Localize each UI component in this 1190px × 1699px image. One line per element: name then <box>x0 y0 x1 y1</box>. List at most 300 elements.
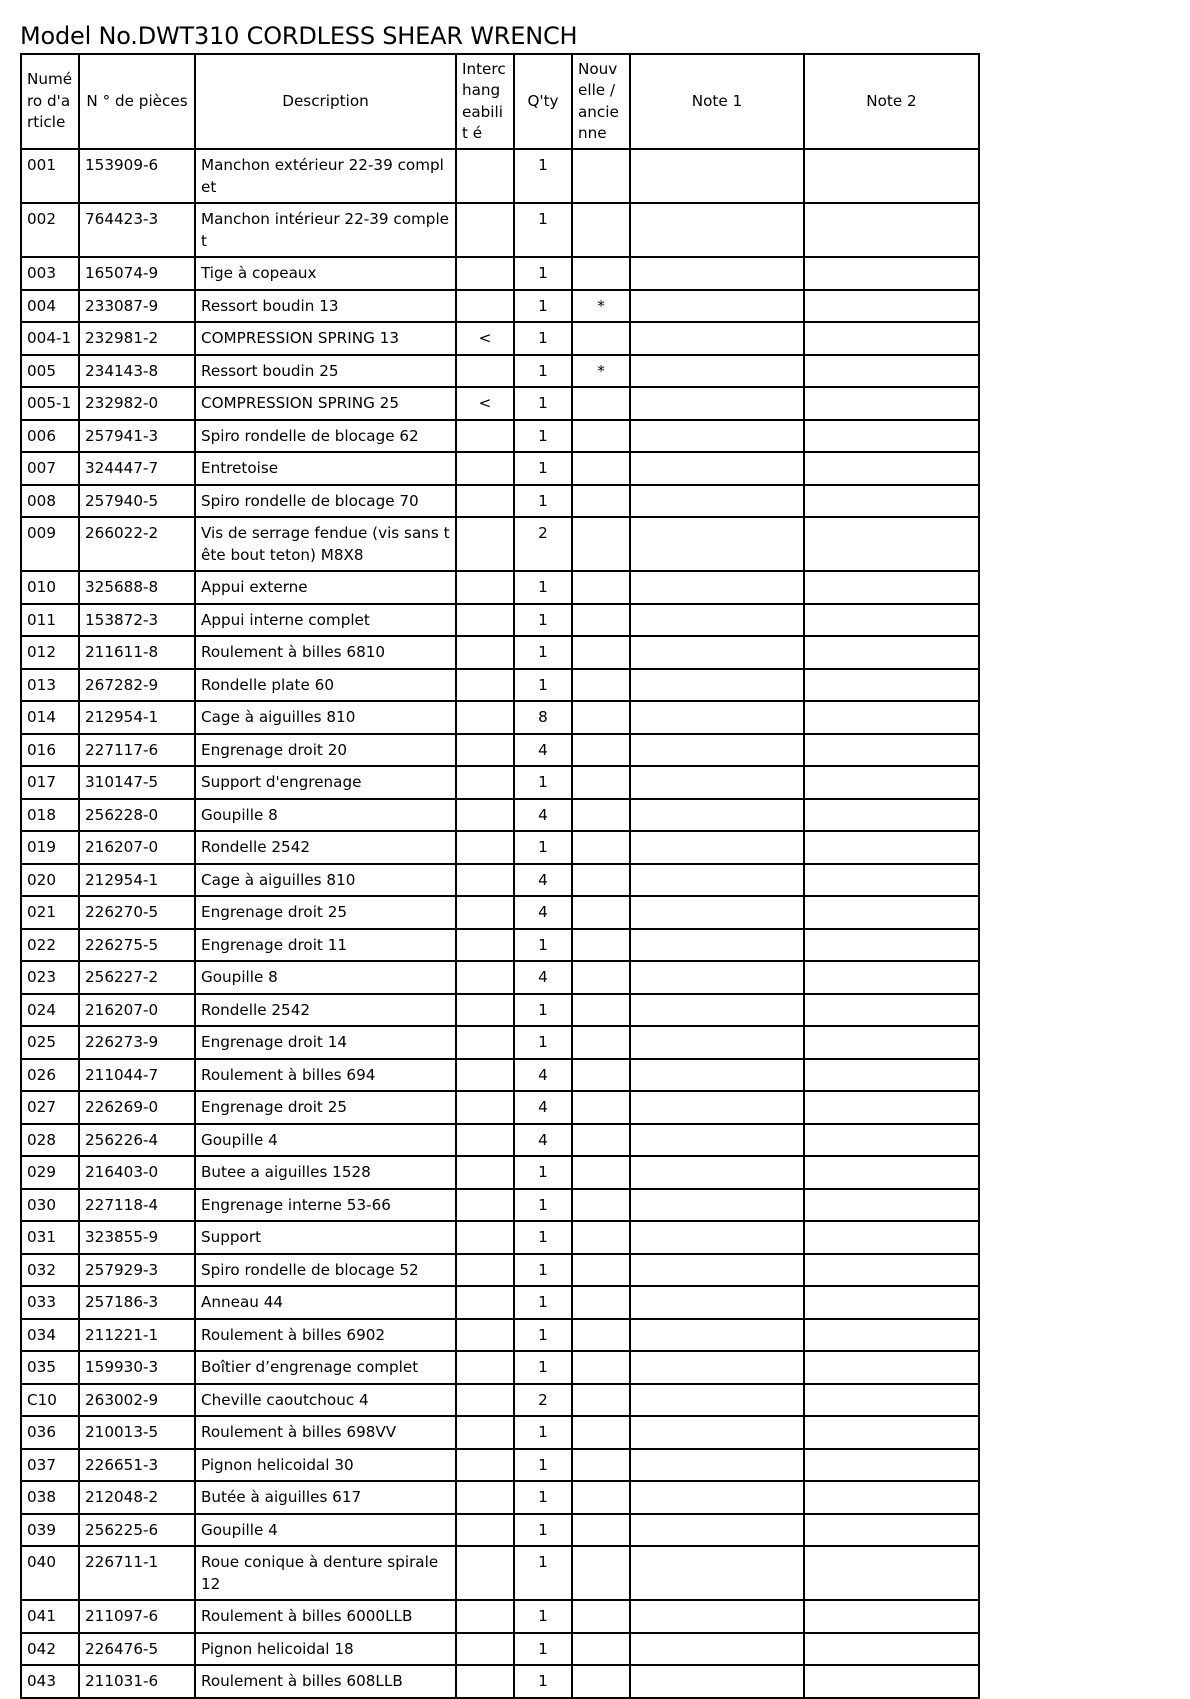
cell-note-2 <box>804 1449 979 1482</box>
table-row <box>21 420 979 453</box>
cell-item-number: 016 <box>21 734 79 767</box>
cell-description: Ressort boudin 13 <box>195 290 456 323</box>
cell-note-2 <box>804 1319 979 1352</box>
cell-quantity: 2 <box>514 1384 572 1417</box>
cell-note-2 <box>804 929 979 962</box>
table-row <box>21 701 979 734</box>
cell-item-number: 022 <box>21 929 79 962</box>
cell-note-1 <box>630 1059 804 1092</box>
cell-quantity: 1 <box>514 1633 572 1666</box>
cell-description: Engrenage droit 11 <box>195 929 456 962</box>
cell-part-number: 226651-3 <box>79 1449 195 1482</box>
table-row <box>21 1124 979 1157</box>
cell-part-number: 257940-5 <box>79 485 195 518</box>
cell-item-number: 005 <box>21 355 79 388</box>
cell-part-number: 159930-3 <box>79 1351 195 1384</box>
cell-description: Goupille 4 <box>195 1514 456 1547</box>
cell-item-number: 010 <box>21 571 79 604</box>
cell-note-2 <box>804 831 979 864</box>
cell-note-1 <box>630 203 804 257</box>
cell-part-number: 257941-3 <box>79 420 195 453</box>
cell-interchangeability <box>456 701 514 734</box>
cell-note-1 <box>630 322 804 355</box>
cell-new-old <box>572 1189 630 1222</box>
cell-item-number: C10 <box>21 1384 79 1417</box>
cell-description: Pignon helicoidal 30 <box>195 1449 456 1482</box>
cell-description: Appui externe <box>195 571 456 604</box>
cell-new-old <box>572 1665 630 1698</box>
cell-interchangeability <box>456 1600 514 1633</box>
cell-note-1 <box>630 290 804 323</box>
cell-note-1 <box>630 1665 804 1698</box>
cell-description: Roulement à billes 608LLB <box>195 1665 456 1698</box>
cell-description: Rondelle 2542 <box>195 831 456 864</box>
cell-new-old <box>572 1124 630 1157</box>
table-row <box>21 1481 979 1514</box>
table-row <box>21 1026 979 1059</box>
cell-note-2 <box>804 1416 979 1449</box>
cell-item-number: 041 <box>21 1600 79 1633</box>
table-row <box>21 290 979 323</box>
cell-interchangeability <box>456 896 514 929</box>
cell-quantity: 4 <box>514 1091 572 1124</box>
table-row <box>21 149 979 203</box>
table-row <box>21 387 979 420</box>
cell-new-old <box>572 1059 630 1092</box>
cell-part-number: 764423-3 <box>79 203 195 257</box>
cell-part-number: 232981-2 <box>79 322 195 355</box>
cell-note-1 <box>630 1600 804 1633</box>
cell-interchangeability <box>456 1481 514 1514</box>
cell-part-number: 211031-6 <box>79 1665 195 1698</box>
cell-part-number: 226711-1 <box>79 1546 195 1600</box>
cell-interchangeability <box>456 1384 514 1417</box>
cell-interchangeability <box>456 831 514 864</box>
cell-quantity: 1 <box>514 452 572 485</box>
cell-quantity: 1 <box>514 1254 572 1287</box>
cell-quantity: 4 <box>514 799 572 832</box>
cell-quantity: 4 <box>514 896 572 929</box>
cell-quantity: 8 <box>514 701 572 734</box>
table-row <box>21 1600 979 1633</box>
cell-new-old <box>572 1221 630 1254</box>
cell-part-number: 216207-0 <box>79 994 195 1027</box>
cell-note-2 <box>804 1124 979 1157</box>
cell-part-number: 226269-0 <box>79 1091 195 1124</box>
cell-item-number: 012 <box>21 636 79 669</box>
cell-quantity: 1 <box>514 1665 572 1698</box>
cell-note-1 <box>630 1546 804 1600</box>
cell-note-1 <box>630 1481 804 1514</box>
cell-interchangeability <box>456 571 514 604</box>
cell-description: Ressort boudin 25 <box>195 355 456 388</box>
cell-description: Roulement à billes 6000LLB <box>195 1600 456 1633</box>
table-row <box>21 1254 979 1287</box>
cell-note-2 <box>804 1091 979 1124</box>
cell-interchangeability <box>456 799 514 832</box>
cell-part-number: 324447-7 <box>79 452 195 485</box>
cell-note-2 <box>804 604 979 637</box>
cell-note-2 <box>804 452 979 485</box>
cell-item-number: 017 <box>21 766 79 799</box>
cell-part-number: 256225-6 <box>79 1514 195 1547</box>
cell-part-number: 226273-9 <box>79 1026 195 1059</box>
cell-new-old <box>572 864 630 897</box>
cell-new-old <box>572 149 630 203</box>
cell-part-number: 266022-2 <box>79 517 195 571</box>
cell-description: Roulement à billes 698VV <box>195 1416 456 1449</box>
cell-part-number: 216403-0 <box>79 1156 195 1189</box>
cell-note-1 <box>630 1091 804 1124</box>
cell-item-number: 003 <box>21 257 79 290</box>
cell-note-1 <box>630 1384 804 1417</box>
cell-new-old <box>572 1600 630 1633</box>
cell-quantity: 1 <box>514 994 572 1027</box>
cell-quantity: 1 <box>514 669 572 702</box>
cell-description: Goupille 8 <box>195 799 456 832</box>
cell-note-1 <box>630 799 804 832</box>
cell-description: Engrenage interne 53-66 <box>195 1189 456 1222</box>
cell-part-number: 212954-1 <box>79 701 195 734</box>
cell-description: Engrenage droit 25 <box>195 1091 456 1124</box>
cell-description: Vis de serrage fendue (vis sans tête bout teton) M8X8 <box>195 517 456 571</box>
cell-note-2 <box>804 734 979 767</box>
cell-new-old <box>572 203 630 257</box>
cell-note-1 <box>630 1254 804 1287</box>
cell-note-1 <box>630 701 804 734</box>
table-row <box>21 1286 979 1319</box>
cell-description: Cage à aiguilles 810 <box>195 864 456 897</box>
cell-new-old <box>572 1481 630 1514</box>
header-note-1: Note 1 <box>630 54 804 149</box>
cell-note-1 <box>630 864 804 897</box>
cell-quantity: 1 <box>514 1481 572 1514</box>
cell-note-2 <box>804 1221 979 1254</box>
cell-note-2 <box>804 257 979 290</box>
header-item-number: Numé ro d'a rticle <box>21 54 79 149</box>
cell-item-number: 008 <box>21 485 79 518</box>
table-row <box>21 961 979 994</box>
cell-new-old <box>572 322 630 355</box>
cell-item-number: 021 <box>21 896 79 929</box>
cell-description: Roulement à billes 6902 <box>195 1319 456 1352</box>
cell-description: Engrenage droit 14 <box>195 1026 456 1059</box>
cell-new-old <box>572 452 630 485</box>
cell-new-old <box>572 604 630 637</box>
cell-note-1 <box>630 1286 804 1319</box>
cell-note-2 <box>804 1600 979 1633</box>
cell-description: Engrenage droit 20 <box>195 734 456 767</box>
cell-description: Butée à aiguilles 617 <box>195 1481 456 1514</box>
cell-item-number: 036 <box>21 1416 79 1449</box>
cell-note-1 <box>630 452 804 485</box>
cell-quantity: 1 <box>514 420 572 453</box>
cell-note-2 <box>804 766 979 799</box>
cell-note-2 <box>804 701 979 734</box>
table-row <box>21 636 979 669</box>
cell-new-old <box>572 961 630 994</box>
cell-interchangeability <box>456 1286 514 1319</box>
cell-note-1 <box>630 387 804 420</box>
cell-interchangeability <box>456 257 514 290</box>
cell-description: Goupille 4 <box>195 1124 456 1157</box>
cell-item-number: 037 <box>21 1449 79 1482</box>
cell-part-number: 256227-2 <box>79 961 195 994</box>
cell-description: Cage à aiguilles 810 <box>195 701 456 734</box>
cell-item-number: 004-1 <box>21 322 79 355</box>
cell-description: Manchon intérieur 22-39 complet <box>195 203 456 257</box>
cell-new-old <box>572 1351 630 1384</box>
cell-quantity: 1 <box>514 387 572 420</box>
cell-part-number: 216207-0 <box>79 831 195 864</box>
cell-part-number: 165074-9 <box>79 257 195 290</box>
header-quantity: Q'ty <box>514 54 572 149</box>
cell-part-number: 227118-4 <box>79 1189 195 1222</box>
cell-interchangeability <box>456 929 514 962</box>
cell-new-old <box>572 1449 630 1482</box>
cell-interchangeability <box>456 1026 514 1059</box>
cell-interchangeability <box>456 766 514 799</box>
cell-description: Pignon helicoidal 18 <box>195 1633 456 1666</box>
cell-quantity: 1 <box>514 1221 572 1254</box>
cell-new-old <box>572 485 630 518</box>
cell-new-old <box>572 571 630 604</box>
cell-part-number: 210013-5 <box>79 1416 195 1449</box>
table-row <box>21 929 979 962</box>
cell-quantity: 1 <box>514 1416 572 1449</box>
cell-note-2 <box>804 203 979 257</box>
cell-note-1 <box>630 1416 804 1449</box>
cell-interchangeability <box>456 149 514 203</box>
cell-item-number: 042 <box>21 1633 79 1666</box>
cell-interchangeability <box>456 994 514 1027</box>
cell-item-number: 033 <box>21 1286 79 1319</box>
cell-note-2 <box>804 1546 979 1600</box>
cell-note-1 <box>630 517 804 571</box>
cell-item-number: 014 <box>21 701 79 734</box>
cell-description: Roulement à billes 694 <box>195 1059 456 1092</box>
table-row <box>21 1514 979 1547</box>
table-row <box>21 864 979 897</box>
cell-quantity: 1 <box>514 322 572 355</box>
page-title: Model No.DWT310 CORDLESS SHEAR WRENCH <box>20 22 578 50</box>
cell-item-number: 002 <box>21 203 79 257</box>
cell-description: Roulement à billes 6810 <box>195 636 456 669</box>
cell-part-number: 257186-3 <box>79 1286 195 1319</box>
cell-interchangeability <box>456 203 514 257</box>
cell-new-old <box>572 636 630 669</box>
cell-quantity: 1 <box>514 636 572 669</box>
cell-quantity: 1 <box>514 929 572 962</box>
cell-quantity: 1 <box>514 1026 572 1059</box>
cell-note-2 <box>804 896 979 929</box>
cell-description: Spiro rondelle de blocage 70 <box>195 485 456 518</box>
cell-new-old <box>572 1514 630 1547</box>
cell-description: Goupille 8 <box>195 961 456 994</box>
cell-item-number: 032 <box>21 1254 79 1287</box>
table-row <box>21 1416 979 1449</box>
header-description: Description <box>195 54 456 149</box>
cell-item-number: 019 <box>21 831 79 864</box>
cell-part-number: 323855-9 <box>79 1221 195 1254</box>
cell-description: Engrenage droit 25 <box>195 896 456 929</box>
cell-note-2 <box>804 322 979 355</box>
cell-item-number: 031 <box>21 1221 79 1254</box>
cell-note-2 <box>804 387 979 420</box>
cell-interchangeability <box>456 669 514 702</box>
cell-new-old <box>572 994 630 1027</box>
cell-item-number: 026 <box>21 1059 79 1092</box>
cell-note-1 <box>630 929 804 962</box>
cell-note-2 <box>804 636 979 669</box>
cell-note-1 <box>630 1319 804 1352</box>
cell-note-2 <box>804 1384 979 1417</box>
cell-note-1 <box>630 669 804 702</box>
header-interchangeability: Interc hang eabilit é <box>456 54 514 149</box>
table-row <box>21 1633 979 1666</box>
cell-interchangeability <box>456 1221 514 1254</box>
cell-note-2 <box>804 1254 979 1287</box>
cell-new-old <box>572 669 630 702</box>
table-row <box>21 1351 979 1384</box>
cell-interchangeability <box>456 1156 514 1189</box>
cell-new-old <box>572 799 630 832</box>
cell-part-number: 256228-0 <box>79 799 195 832</box>
cell-new-old <box>572 1319 630 1352</box>
table-row <box>21 1059 979 1092</box>
table-row <box>21 1221 979 1254</box>
cell-new-old <box>572 766 630 799</box>
cell-description: Spiro rondelle de blocage 52 <box>195 1254 456 1287</box>
parts-table <box>20 53 980 1699</box>
cell-quantity: 1 <box>514 1189 572 1222</box>
cell-item-number: 009 <box>21 517 79 571</box>
cell-note-1 <box>630 766 804 799</box>
cell-part-number: 232982-0 <box>79 387 195 420</box>
cell-part-number: 211097-6 <box>79 1600 195 1633</box>
cell-interchangeability <box>456 517 514 571</box>
cell-note-1 <box>630 485 804 518</box>
cell-description: COMPRESSION SPRING 25 <box>195 387 456 420</box>
cell-interchangeability <box>456 1633 514 1666</box>
cell-part-number: 153872-3 <box>79 604 195 637</box>
table-row <box>21 1546 979 1600</box>
cell-description: Boîtier d’engrenage complet <box>195 1351 456 1384</box>
cell-interchangeability <box>456 1665 514 1698</box>
cell-part-number: 233087-9 <box>79 290 195 323</box>
cell-description: Rondelle 2542 <box>195 994 456 1027</box>
cell-note-1 <box>630 1633 804 1666</box>
cell-item-number: 023 <box>21 961 79 994</box>
cell-interchangeability <box>456 485 514 518</box>
cell-new-old <box>572 1026 630 1059</box>
cell-quantity: 1 <box>514 766 572 799</box>
cell-quantity: 1 <box>514 1351 572 1384</box>
cell-note-2 <box>804 1481 979 1514</box>
cell-part-number: 212954-1 <box>79 864 195 897</box>
cell-quantity: 4 <box>514 1059 572 1092</box>
cell-interchangeability <box>456 734 514 767</box>
cell-new-old <box>572 1416 630 1449</box>
table-row <box>21 669 979 702</box>
cell-quantity: 1 <box>514 355 572 388</box>
cell-item-number: 029 <box>21 1156 79 1189</box>
cell-description: Manchon extérieur 22-39 complet <box>195 149 456 203</box>
cell-note-2 <box>804 1286 979 1319</box>
cell-quantity: 1 <box>514 1319 572 1352</box>
cell-part-number: 234143-8 <box>79 355 195 388</box>
cell-item-number: 043 <box>21 1665 79 1698</box>
cell-note-2 <box>804 864 979 897</box>
cell-item-number: 018 <box>21 799 79 832</box>
cell-description: Roue conique à denture spirale 12 <box>195 1546 456 1600</box>
cell-quantity: 4 <box>514 1124 572 1157</box>
table-row <box>21 257 979 290</box>
table-row <box>21 1189 979 1222</box>
header-note-2: Note 2 <box>804 54 979 149</box>
cell-part-number: 263002-9 <box>79 1384 195 1417</box>
cell-description: Support d'engrenage <box>195 766 456 799</box>
cell-quantity: 1 <box>514 203 572 257</box>
cell-note-1 <box>630 734 804 767</box>
cell-note-2 <box>804 1059 979 1092</box>
table-row <box>21 1156 979 1189</box>
cell-note-2 <box>804 1514 979 1547</box>
cell-quantity: 1 <box>514 604 572 637</box>
cell-note-2 <box>804 1665 979 1698</box>
cell-item-number: 038 <box>21 1481 79 1514</box>
cell-interchangeability <box>456 290 514 323</box>
cell-note-1 <box>630 1156 804 1189</box>
cell-new-old <box>572 1254 630 1287</box>
cell-description: Support <box>195 1221 456 1254</box>
cell-quantity: 1 <box>514 1449 572 1482</box>
table-row <box>21 1449 979 1482</box>
cell-interchangeability <box>456 355 514 388</box>
table-row <box>21 1665 979 1698</box>
cell-item-number: 013 <box>21 669 79 702</box>
cell-part-number: 212048-2 <box>79 1481 195 1514</box>
table-row <box>21 571 979 604</box>
table-row <box>21 831 979 864</box>
cell-item-number: 035 <box>21 1351 79 1384</box>
cell-quantity: 1 <box>514 290 572 323</box>
cell-note-1 <box>630 1449 804 1482</box>
cell-interchangeability <box>456 1124 514 1157</box>
cell-description: COMPRESSION SPRING 13 <box>195 322 456 355</box>
cell-quantity: 4 <box>514 961 572 994</box>
cell-new-old <box>572 517 630 571</box>
cell-description: Cheville caoutchouc 4 <box>195 1384 456 1417</box>
table-row <box>21 896 979 929</box>
cell-new-old <box>572 1633 630 1666</box>
cell-item-number: 028 <box>21 1124 79 1157</box>
cell-new-old <box>572 831 630 864</box>
cell-interchangeability <box>456 1449 514 1482</box>
table-row <box>21 485 979 518</box>
cell-quantity: 1 <box>514 149 572 203</box>
table-row <box>21 1384 979 1417</box>
cell-item-number: 040 <box>21 1546 79 1600</box>
cell-note-1 <box>630 149 804 203</box>
cell-part-number: 226270-5 <box>79 896 195 929</box>
cell-note-1 <box>630 355 804 388</box>
table-row <box>21 203 979 257</box>
cell-description: Rondelle plate 60 <box>195 669 456 702</box>
cell-quantity: 4 <box>514 864 572 897</box>
cell-note-2 <box>804 669 979 702</box>
cell-interchangeability: < <box>456 387 514 420</box>
